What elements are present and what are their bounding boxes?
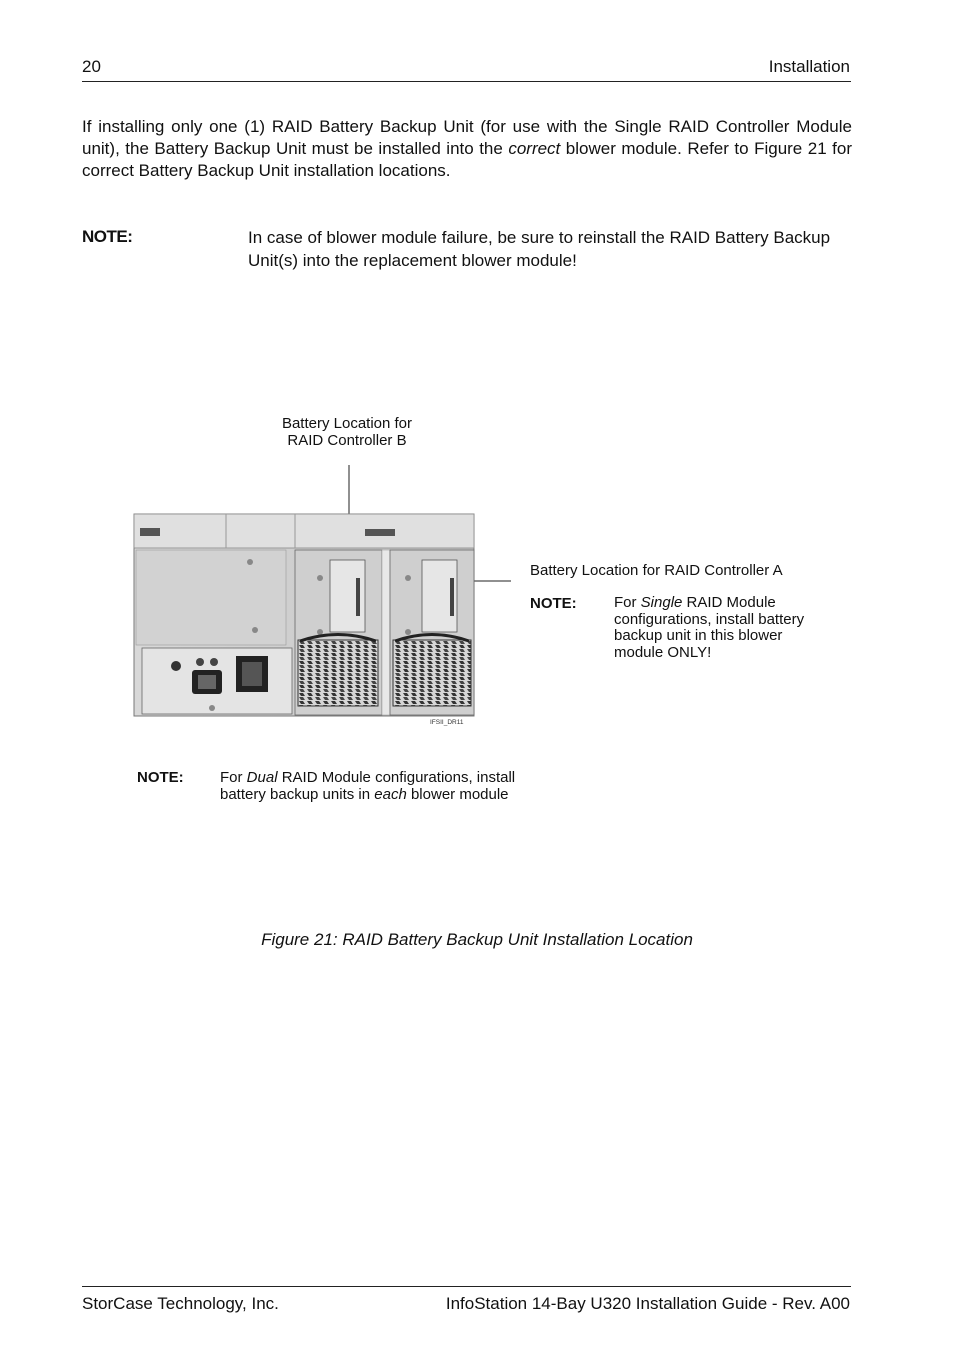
dual-note-emphasis-2: each — [374, 786, 407, 803]
note-label: NOTE: — [82, 227, 133, 246]
callout-b-line-1: Battery Location for — [281, 415, 413, 432]
image-id-label: IFSII_DR11 — [430, 719, 464, 726]
power-led-icon — [171, 661, 181, 671]
blower-module-a — [390, 550, 474, 715]
footer-rule — [82, 1286, 851, 1287]
callout-b-line-2: RAID Controller B — [287, 432, 407, 449]
header-rule — [82, 81, 851, 82]
section-title: Installation — [768, 57, 850, 76]
footer-document-title: InfoStation 14-Bay U320 Installation Guide - Rev. A00 — [445, 1294, 850, 1313]
dual-note-label: NOTE: — [137, 769, 184, 786]
enclosure-rear-illustration — [130, 460, 520, 732]
page-number: 20 — [82, 57, 101, 76]
callout-controller-b — [262, 415, 432, 449]
callout-controller-a: Battery Location for RAID Controller A — [530, 562, 783, 579]
figure-caption: Figure 21: RAID Battery Backup Unit Installation Location — [261, 930, 693, 949]
footer-company: StorCase Technology, Inc. — [82, 1294, 279, 1313]
single-note-label: NOTE: — [530, 595, 577, 612]
intro-emphasis: correct — [508, 139, 561, 158]
single-note-post: RAID Module configurations, install battery backup unit in this blower module ONLY! — [614, 594, 805, 661]
single-note-text — [614, 595, 814, 661]
intro-paragraph — [82, 116, 852, 182]
dual-note-emphasis-1: Dual — [246, 769, 278, 786]
dual-note-mid: RAID Module configurations, install battery backup units in — [220, 769, 516, 803]
scsi-connector-left-icon — [140, 528, 160, 536]
scsi-connector-right-icon — [365, 529, 395, 536]
note-text: In case of blower module failure, be sure to reinstall the RAID Battery Backup Unit(s) into the replacement blower module! — [248, 228, 831, 270]
intro-text-1: If installing only one (1) RAID Battery Backup Unit (for use with the Single RAID Controller Module unit), the Battery Backup Unit must be installed into the — [82, 117, 852, 158]
dual-note-post: blower module — [406, 786, 509, 803]
single-note-pre: For — [614, 594, 641, 611]
intro-text-2: blower module. Refer to Figure 21 for correct Battery Backup Unit installation locations. — [82, 139, 852, 180]
single-note-emphasis: Single — [640, 594, 683, 611]
blower-module-b — [295, 550, 382, 715]
dual-note-pre: For — [220, 769, 247, 786]
power-supply-panel — [142, 648, 292, 714]
dual-note-text — [220, 769, 550, 803]
